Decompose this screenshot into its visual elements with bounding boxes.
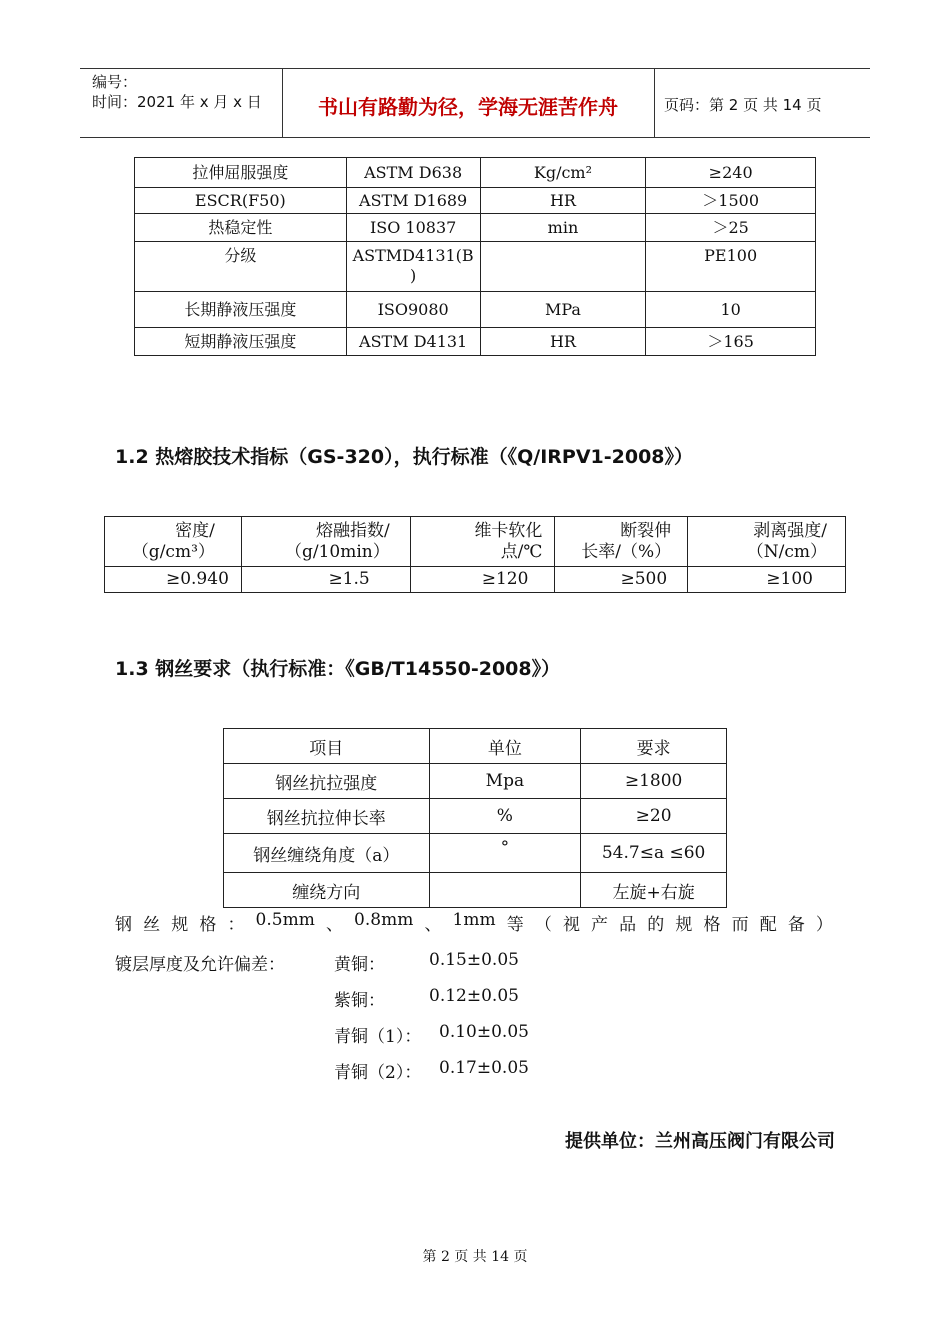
table-cell: 钢丝抗拉伸长率 xyxy=(224,799,430,834)
provider-line: 提供单位：兰州高压阀门有限公司 xyxy=(565,1131,835,1152)
coating-value: 0.17±0.05 xyxy=(439,1058,529,1078)
wire-spec-token: 的 xyxy=(647,915,665,935)
table-cell: min xyxy=(480,214,646,242)
coating-value: 0.12±0.05 xyxy=(429,986,519,1006)
table-cell: ASTM D638 xyxy=(346,158,480,188)
hot-melt-adhesive-table xyxy=(104,516,846,593)
header-page-cell xyxy=(654,69,870,137)
wire-spec-token: 品 xyxy=(619,915,637,935)
wire-spec-token: 配 xyxy=(759,915,777,935)
table-cell: ≥20 xyxy=(581,799,727,834)
steel-wire-table xyxy=(223,728,727,908)
table-cell: ASTM D1689 xyxy=(346,188,480,214)
table-cell: ESCR(F50) xyxy=(135,188,347,214)
wire-spec-token: 1mm xyxy=(452,910,496,930)
table-cell: 热稳定性 xyxy=(135,214,347,242)
table-cell: ≥500 xyxy=(555,567,688,593)
table-row xyxy=(224,873,727,908)
table-header-row xyxy=(105,517,846,567)
wire-spec-token: 0.5mm xyxy=(255,910,315,930)
table-cell: 钢丝缠绕角度（a） xyxy=(224,834,430,873)
table-cell: ≥120 xyxy=(410,567,555,593)
table-cell: HR xyxy=(480,188,646,214)
table-row xyxy=(135,328,816,356)
table-cell: HR xyxy=(480,328,646,356)
coating-name: 青铜（1）： xyxy=(334,1027,422,1047)
table-cell: ISO9080 xyxy=(346,292,480,328)
wire-spec-token: 丝 xyxy=(143,915,161,935)
column-header: 维卡软化 点/℃ xyxy=(410,517,555,567)
header-motto-cell xyxy=(282,69,655,137)
material-properties-table xyxy=(134,157,816,356)
coating-label: 镀层厚度及允许偏差： xyxy=(115,955,285,975)
document-date: 时间：2021 年 x 月 x 日 xyxy=(92,93,262,111)
wire-spec-token: ） xyxy=(815,915,833,935)
table-cell: ≥0.940 xyxy=(105,567,242,593)
wire-spec-token: 视 xyxy=(562,915,580,935)
table-cell: ASTMD4131(B ) xyxy=(346,242,480,292)
coating-name: 紫铜： xyxy=(334,991,385,1011)
wire-spec-token: 格 xyxy=(199,915,217,935)
page-header xyxy=(80,68,870,138)
wire-spec-token: 备 xyxy=(787,915,805,935)
table-cell: ≥1.5 xyxy=(241,567,410,593)
table-cell: PE100 xyxy=(646,242,816,292)
column-header: 单位 xyxy=(429,729,581,764)
document-number-label: 编号： xyxy=(92,73,138,91)
table-cell: 拉伸屈服强度 xyxy=(135,158,347,188)
table-row xyxy=(224,764,727,799)
table-cell: 54.7≤a ≤60 xyxy=(581,834,727,873)
column-header: 要求 xyxy=(581,729,727,764)
table-cell: 10 xyxy=(646,292,816,328)
wire-spec-text xyxy=(115,910,833,935)
column-header: 项目 xyxy=(224,729,430,764)
table-cell: ISO 10837 xyxy=(346,214,480,242)
table-row xyxy=(224,799,727,834)
table-cell: Mpa xyxy=(429,764,581,799)
table-cell: ≥1800 xyxy=(581,764,727,799)
table-cell: 缠绕方向 xyxy=(224,873,430,908)
column-header: 断裂伸 长率/（%） xyxy=(555,517,688,567)
table-cell: Kg/cm² xyxy=(480,158,646,188)
page-footer: 第 2 页 共 14 页 xyxy=(422,1249,528,1265)
table-cell: MPa xyxy=(480,292,646,328)
table-row xyxy=(135,292,816,328)
wire-spec-token: ： xyxy=(227,915,245,935)
table-row xyxy=(224,834,727,873)
section-heading-1-3: 1.3 钢丝要求（执行标准：《GB/T14550-2008》） xyxy=(115,658,561,680)
table-header-row xyxy=(224,729,727,764)
table-cell: 钢丝抗拉强度 xyxy=(224,764,430,799)
table-row xyxy=(105,567,846,593)
wire-spec-token: 、 xyxy=(424,915,442,935)
coating-name: 黄铜： xyxy=(334,955,385,975)
wire-spec-token: 等 xyxy=(506,915,524,935)
table-row xyxy=(135,158,816,188)
wire-spec-token: 、 xyxy=(325,915,343,935)
wire-spec-token: 钢 xyxy=(115,915,132,935)
table-row xyxy=(135,188,816,214)
table-cell: ASTM D4131 xyxy=(346,328,480,356)
table-cell: ≥240 xyxy=(646,158,816,188)
table-cell: % xyxy=(429,799,581,834)
table-cell: ＞1500 xyxy=(646,188,816,214)
coating-value: 0.15±0.05 xyxy=(429,950,519,970)
wire-spec-token: 规 xyxy=(171,915,189,935)
table-cell: 分级 xyxy=(135,242,347,292)
table-cell: 长期静液压强度 xyxy=(135,292,347,328)
column-header: 密度/ （g/cm³） xyxy=(105,517,242,567)
column-header: 熔融指数/ （g/10min） xyxy=(241,517,410,567)
wire-spec-token: 产 xyxy=(591,915,609,935)
table-row xyxy=(135,214,816,242)
table-cell: 左旋+右旋 xyxy=(581,873,727,908)
table-cell: ° xyxy=(429,834,581,873)
table-cell: ＞25 xyxy=(646,214,816,242)
table-row xyxy=(135,242,816,292)
column-header: 剥离强度/ （N/cm） xyxy=(688,517,846,567)
wire-spec-token: 而 xyxy=(731,915,749,935)
wire-spec-token: 0.8mm xyxy=(354,910,414,930)
wire-spec-token: 规 xyxy=(675,915,693,935)
wire-spec-token: （ xyxy=(534,915,552,935)
header-motto: 书山有路勤为径，学海无涯苦作舟 xyxy=(318,95,618,119)
coating-name: 青铜（2）： xyxy=(334,1063,422,1083)
header-meta xyxy=(80,69,283,137)
table-cell: ＞165 xyxy=(646,328,816,356)
table-cell: 短期静液压强度 xyxy=(135,328,347,356)
coating-value: 0.10±0.05 xyxy=(439,1022,529,1042)
wire-spec-token: 格 xyxy=(703,915,721,935)
header-page-info: 页码：第 2 页 共 14 页 xyxy=(664,96,822,114)
table-cell: ≥100 xyxy=(688,567,846,593)
table-cell xyxy=(429,873,581,908)
table-cell xyxy=(480,242,646,292)
section-heading-1-2: 1.2 热熔胶技术指标（GS-320），执行标准（《Q/IRPV1-2008》） xyxy=(115,446,694,468)
